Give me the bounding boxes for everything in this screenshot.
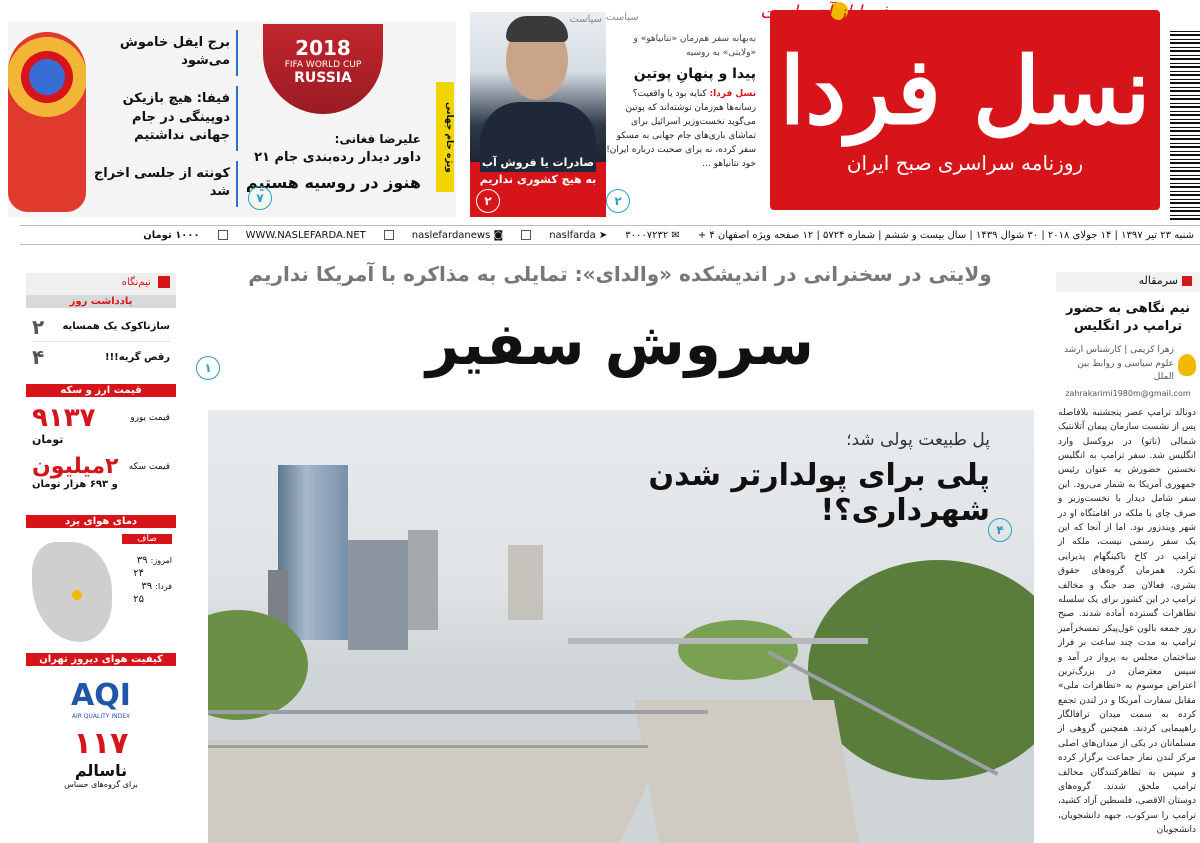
masthead [760, 0, 1200, 220]
checkbox-icon [384, 230, 394, 240]
aqi-value: ۱۱۷ [73, 726, 129, 761]
worldcup-kicker: علیرضا فغانی: [334, 132, 421, 146]
worldcup-side-items [88, 30, 238, 217]
aqi-head: کیفیت هوای دیروز تهران [26, 653, 176, 666]
bridge-deck-shape [208, 740, 668, 843]
issue-date: شنبه ۲۳ تیر ۱۳۹۷ | ۱۴ جولای ۲۰۱۸ | ۳۰ شوال ۱۴۳۹ | سال بیست و ششم | شماره ۵۷۲۴ | ۱۲ صفحه ویژه اصفهان ۴ + [697, 229, 1194, 241]
aqi-logo: AQI [71, 678, 131, 713]
weather-box [26, 528, 176, 653]
hair-shape [506, 16, 568, 42]
logo-tagline: روزنامه سراسری صبح ایران [846, 151, 1084, 175]
left-tab-label: نیم‌نگاه [121, 277, 151, 288]
today-label: امروز: [150, 556, 172, 565]
barcode [1170, 30, 1200, 220]
editorial-column [1056, 272, 1200, 843]
worldcup-country: RUSSIA [294, 70, 352, 86]
note-title: رقص گریه!!! [105, 351, 170, 363]
sun-icon [72, 590, 82, 600]
teaser-kicker: به‌بهانه سفر هم‌زمان «نتانیاهو» و «ولایتی» به روسیه [633, 34, 756, 58]
page-ref-icon[interactable]: ۲ [606, 189, 630, 213]
notes-head: یادداشت روز [26, 295, 176, 308]
weather-values [112, 554, 172, 606]
photo-headline[interactable]: پلی برای پولدارتر شدن شهرداری؟! [648, 458, 990, 528]
author-icon [1178, 354, 1196, 376]
teaser-putin[interactable] [606, 12, 756, 217]
notes-list [26, 308, 176, 376]
main-headline[interactable]: سروش سفیر [426, 310, 814, 378]
telegram-value: naslfarda [549, 229, 596, 241]
side-item[interactable]: کونته از جلسی اخراج شد [88, 161, 238, 207]
teaser-title: پیدا و پنهانِ پوتین [633, 66, 756, 82]
building-shape [508, 545, 543, 620]
teaser-lead-label: نسل فردا: [709, 89, 756, 99]
aqi-state: ناسالم [74, 761, 128, 780]
worldcup-sub-title: داور دیدار رده‌بندی جام ۲۱ [254, 150, 421, 165]
checkbox-icon [521, 230, 531, 240]
worldcup-logo [263, 24, 383, 114]
minister-photo [470, 12, 606, 162]
teaser-body: کنایه بود یا واقعیت؟ رسانه‌ها هم‌زمان نوشته‌اند که پوتین می‌گوید نخست‌وزیر اسرائیل برای تماشای بازی‌های جام جهانی به مسکو سفر کرده، نه برای صحبت درباره ایران! خود نتانیاهو ... [606, 89, 756, 169]
currency-head: قیمت ارز و سکه [26, 384, 176, 397]
editorial-tab-icon [1182, 276, 1192, 286]
price: ۱۰۰۰ تومان [143, 229, 200, 241]
editorial-title[interactable]: نیم نگاهی به حضور ترامپ در انگلیس [1065, 301, 1191, 335]
aqi-note: برای گروه‌های حساس [64, 780, 138, 789]
side-item[interactable]: برج ایفل خاموش می‌شود [88, 30, 238, 76]
worldcup-text [221, 132, 421, 192]
note-page: ۲ [32, 314, 45, 339]
note-item[interactable] [32, 342, 170, 372]
main-kicker[interactable]: ولایتی در سخنرانی در اندیشکده «والدای»: تمایلی به مذاکره با آمریکا نداریم [248, 262, 992, 286]
tower-shape [278, 465, 348, 640]
building-shape [348, 540, 408, 650]
euro-label: قیمت یورو [130, 413, 170, 423]
note-item[interactable] [32, 312, 170, 342]
instagram-link[interactable]: ◙ naslefardanews [411, 229, 504, 241]
weather-state: صاف [122, 534, 172, 544]
left-column [26, 273, 176, 843]
bridge-walkway-shape [634, 700, 862, 843]
minister-caption: صادرات یا فروش آب به هیچ کشوری نداریم [479, 155, 597, 187]
weather-head: دمای هوای یزد [26, 515, 176, 528]
euro-value: ۹۱۳۷ [32, 403, 96, 433]
telegram-link[interactable]: ➤ naslfarda [549, 229, 608, 241]
info-bar [20, 225, 1200, 245]
aqi-box [26, 666, 176, 789]
logo-flourish: فردا از آن ماست [760, 2, 889, 23]
building-shape [408, 530, 438, 630]
worldcup-year: 2018 [295, 36, 351, 60]
today-low: ۲۴ [133, 568, 144, 579]
railing-shape [568, 638, 868, 644]
trophy-icon [8, 32, 86, 212]
coin-label: قیمت سکه [128, 461, 170, 472]
note-page: ۴ [32, 345, 45, 369]
editorial-author: زهرا کریمی | کارشناس ارشد علوم سیاسی و روابط بین الملل [1064, 345, 1174, 383]
phone-number[interactable]: ✉ ۳۰۰۰۷۲۳۲ [625, 229, 680, 241]
tomorrow-low: ۲۵ [133, 594, 144, 605]
teaser-worldcup[interactable] [8, 22, 456, 217]
phone-value: ۳۰۰۰۷۲۳۲ [625, 229, 669, 241]
checkbox-icon [218, 230, 228, 240]
editorial-tab-label: سرمقاله [1138, 274, 1178, 287]
aqi-logo-sub: AIR QUALITY INDEX [71, 713, 131, 720]
editorial-email[interactable]: zahrakarimi1980m@gmail.com [1065, 388, 1191, 398]
logo-text: نسل فردا [779, 37, 1151, 145]
newspaper-logo[interactable] [770, 10, 1160, 210]
note-title: سازناکوک یک همسایه [62, 321, 170, 332]
coin-sub: و ۶۹۳ هزار تومان [32, 479, 118, 490]
instagram-value: naslefardanews [411, 229, 491, 241]
page-ref-icon[interactable]: ۲ [476, 189, 500, 213]
left-tab [26, 273, 176, 295]
editorial-tab [1056, 272, 1200, 292]
page-ref-icon[interactable]: ۴ [988, 518, 1012, 542]
side-item[interactable]: فیفا: هیچ بازیکن دوپینگی در جام جهانی نداشتیم [88, 86, 238, 151]
tomorrow-label: فردا: [155, 582, 172, 591]
coin-value: ۲میلیون [32, 454, 119, 479]
euro-unit: تومان [32, 433, 64, 446]
teaser-body-wrap [606, 88, 756, 172]
section-label: سیاست [569, 14, 602, 25]
worldcup-title: هنوز در روسیه هستیم [245, 173, 421, 192]
tomorrow-high: ۳۹ [141, 581, 153, 592]
page-ref-icon[interactable]: ۷ [248, 186, 272, 210]
photo-kicker[interactable]: پل طبیعت پولی شد؛ [846, 430, 990, 450]
today-high: ۳۹ [136, 555, 148, 566]
worldcup-tag: ویژه جام جهانی [436, 82, 454, 192]
editorial-author-row [1056, 344, 1200, 385]
railing-shape [208, 710, 708, 714]
teaser-minister[interactable] [470, 12, 606, 217]
currency-box [26, 397, 176, 515]
section-label: سیاست [606, 12, 639, 23]
book-icon [158, 276, 170, 288]
tree-shape [678, 620, 798, 680]
website-link[interactable]: WWW.NASLEFARDA.NET [245, 229, 366, 241]
worldcup-sub: FIFA WORLD CUP [284, 60, 362, 70]
railing-shape [208, 745, 648, 748]
editorial-body: دونالد ترامپ عصر پنجشنبه بلافاصله پس از نشست سازمان پیمان آتلانتیک شمالی (ناتو) در بروکسل وارد انگلیس شد. سفر ترامپ به انگلیس نخستین حضورش به عنوان رئیس جمهوری آمریکا به شمار می‌رود. این سفر شامل دیدار با نخست‌وزیر و صرف چای با ملکه در اقامتگاه او در شهر ویندزور بود. اما از آنجا که این یک سفر رسمی نیست، ملکه از ترامپ در کاخ باکینگهام پذیرایی نکرد. همزمان گروه‌های حقوق بشری، فعالان ضد جنگ و مخالف ترامپ در این کشور برای یک سلسله تظاهرات گسترده آماده شدند. صبح روز جمعه بالون غول‌پیکر تمسخرآمیز ترامپ به مدت چند ساعت بر فراز ساختمان مجلس به پرواز در آمد و سپس معترضان در بزرگ‌ترین اعتراض موسوم به «تظاهرات ملی» مقابل سفارت آمریکا و در لندن تجمع کرده به سمت میدان ترافالگار راهپیمایی کردند. همچنین گروهی از مسلمانان در یکی از میدان‌های اصلی مرکز لندن نماز جماعت برگزار کرده و سپس به تظاهرکنندگان مخالف ترامپ ملحق شدند. گروه‌های دوستان الاقصی، فلسطین آزاد کشید، ترامپ را سرکوب، جبهه دانشجویان، دانشجویان [1058, 407, 1196, 836]
page-ref-icon[interactable]: ۱ [196, 356, 220, 380]
